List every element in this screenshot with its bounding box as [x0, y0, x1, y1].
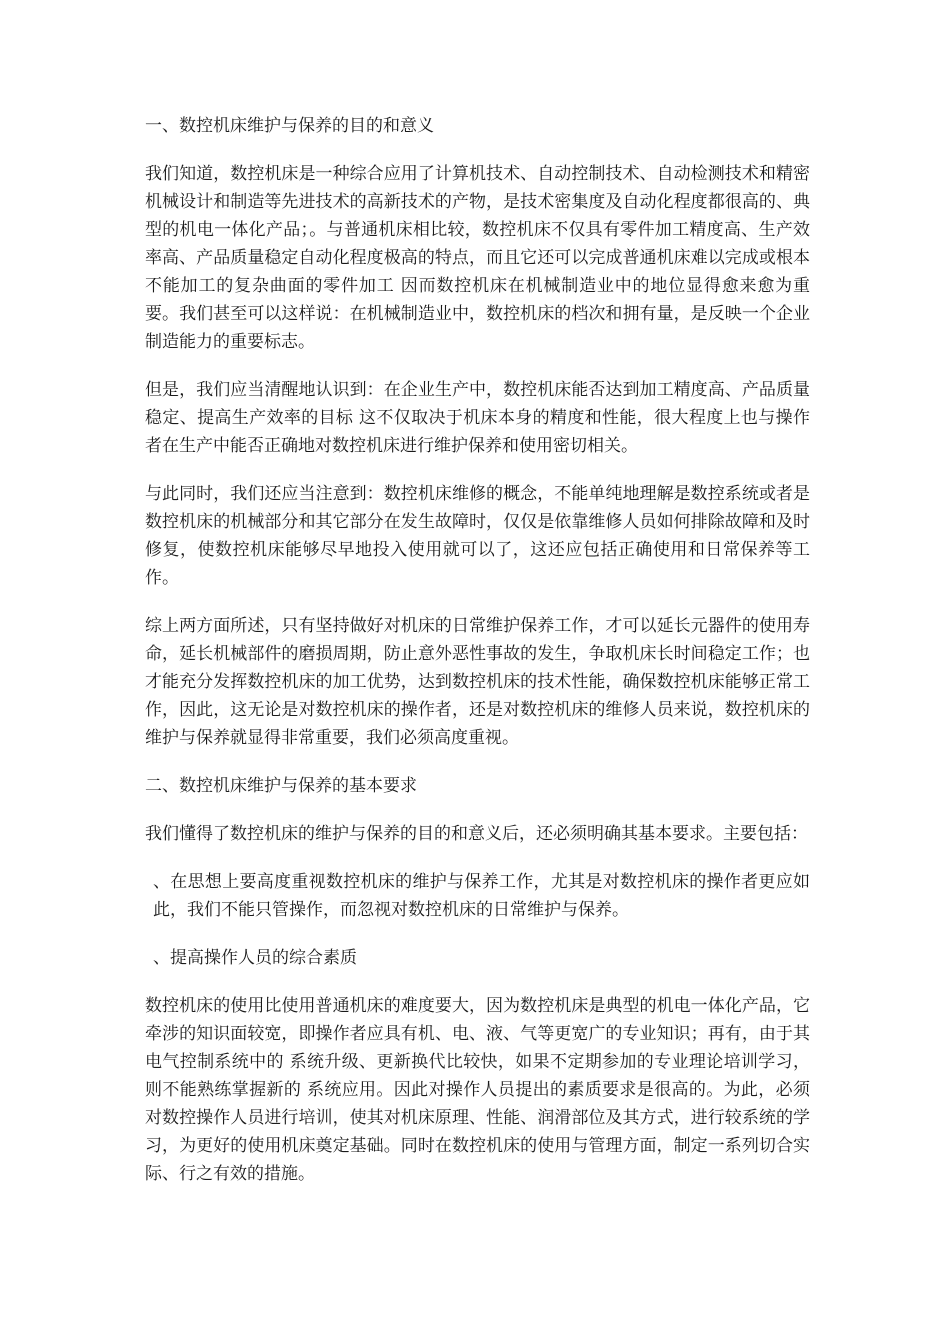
section-1-heading: 一、数控机床维护与保养的目的和意义 — [145, 116, 434, 136]
requirement-item-1: 、在思想上要高度重视数控机床的维护与保养工作，尤其是对数控机床的操作者更应如此，我们不能只管操作，而忽视对数控机床的日常维护与保养。 — [153, 872, 810, 920]
section-1-paragraph-4: 综上两方面所述，只有坚持做好对机床的日常维护保养工作，才可以延长元器件的使用寿命，延长机械部件的磨损周期，防止意外恶性事故的发生，争取机床长时间稳定工作；也才能充分发挥数控机床的加工优势，达到数控机床的技术性能，确保数控机床能够正常工作，因此，这无论是对数控机床的操作者，还是对数控机床的维修人员来说，数控机床的维护与保养就显得非常重要，我们必须高度重视。 — [145, 616, 810, 748]
section-1-paragraph-3: 与此同时，我们还应当注意到：数控机床维修的概念，不能单纯地理解是数控系统或者是数控机床的机械部分和其它部分在发生故障时，仅仅是依靠维修人员如何排除故障和及时修复，使数控机床能够尽早地投入使用就可以了，这还应包括正确使用和日常保养等工作。 — [145, 484, 810, 588]
section-2-intro: 我们懂得了数控机床的维护与保养的目的和意义后，还必须明确其基本要求。主要包括： — [145, 824, 808, 844]
section-2-heading: 二、数控机床维护与保养的基本要求 — [145, 776, 417, 796]
section-2-closing: 数控机床的使用比使用普通机床的难度要大，因为数控机床是典型的机电一体化产品，它牵涉的知识面较宽，即操作者应具有机、电、液、气等更宽广的专业知识；再有，由于其电气控制系统中的 系统升级、更新换代比较快，如果不定期参加的专业理论培训学习，则不能熟练掌握新的 系统应用。因此对操作人员提出的素质要求是很高的。为此，必须对数控操作人员进行培训，使其对机床原理、性能、润滑部位及其方式，进行较系统的学习，为更好的使用机床奠定基础。同时在数控机床的使用与管理方面，制定一系列切合实际、行之有效的措施。 — [145, 996, 810, 1184]
document-page — [145, 112, 810, 1208]
section-1-paragraph-1: 我们知道，数控机床是一种综合应用了计算机技术、自动控制技术、自动检测技术和精密机械设计和制造等先进技术的高新技术的产物，是技术密集度及自动化程度都很高的、典型的机电一体化产品；。与普通机床相比较，数控机床不仅具有零件加工精度高、生产效率高、产品质量稳定自动化程度极高的特点，而且它还可以完成普通机床难以完成或根本不能加工的复杂曲面的零件加工 因而数控机床在机械制造业中的地位显得愈来愈为重要。我们甚至可以这样说：在机械制造业中，数控机床的档次和拥有量，是反映一个企业制造能力的重要标志。 — [145, 164, 810, 352]
requirement-item-2: 、提高操作人员的综合素质 — [153, 948, 357, 968]
section-1-paragraph-2: 但是，我们应当清醒地认识到：在企业生产中，数控机床能否达到加工精度高、产品质量稳定、提高生产效率的目标 这不仅取决于机床本身的精度和性能，很大程度上也与操作者在生产中能否正确地对数控机床进行维护保养和使用密切相关。 — [145, 380, 810, 456]
